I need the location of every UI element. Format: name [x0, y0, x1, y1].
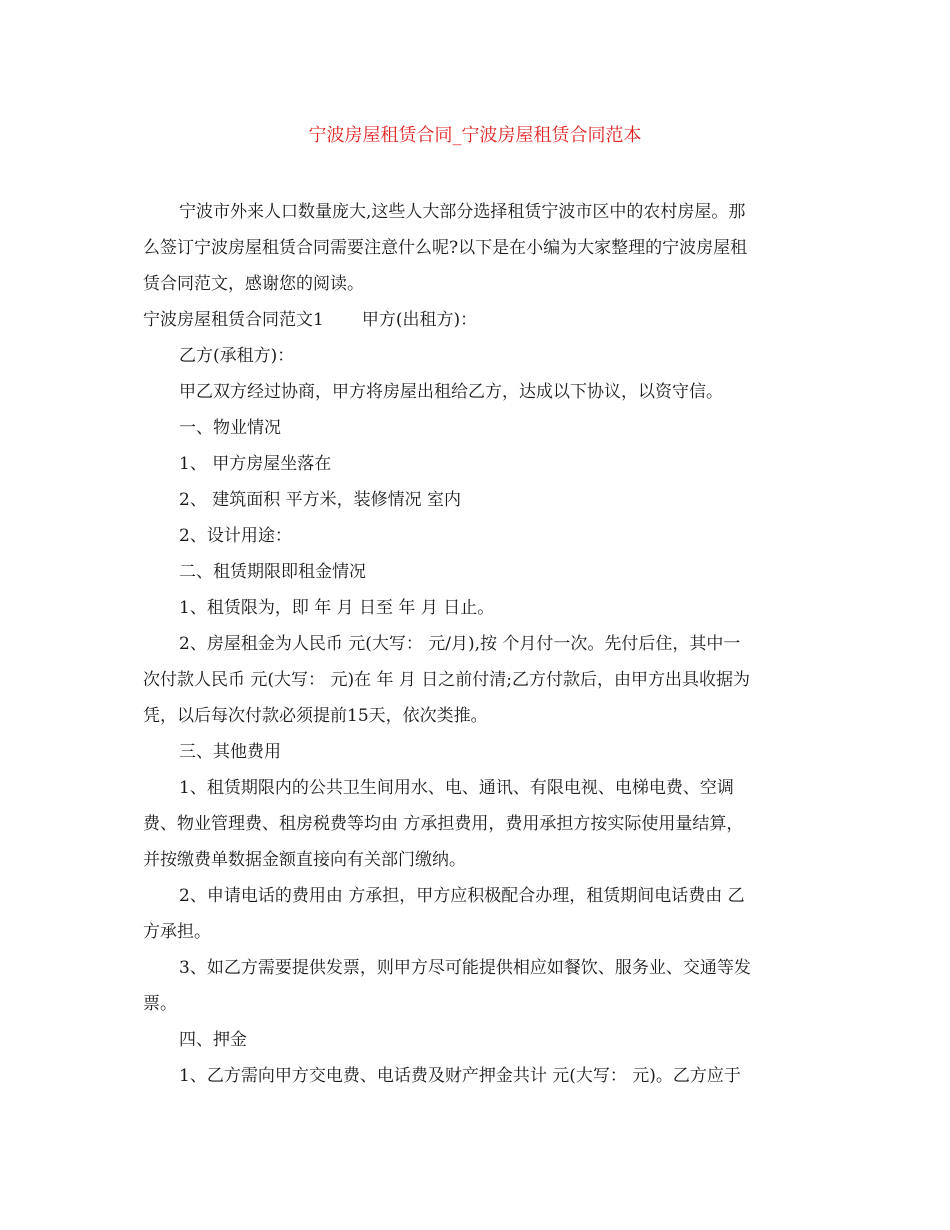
paragraph-line: 1、乙方需向甲方交电费、电话费及财产押金共计 元(大写： 元)。乙方应于	[179, 1066, 741, 1086]
party-a-label: 甲方(出租方)：	[361, 310, 478, 330]
paragraph-line: 1、租赁限为，即 年 月 日至 年 月 日止。	[179, 598, 495, 618]
paragraph-line: 费、物业管理费、租房税费等均由 方承担费用，费用承担方按实际使用量结算，	[143, 814, 744, 834]
paragraph-line: 并按缴费单数据金额直接向有关部门缴纳。	[143, 850, 466, 870]
paragraph-line: 乙方(承租方)：	[179, 346, 295, 366]
paragraph-line: 1、租赁期限内的公共卫生间用水、电、通讯、有限电视、电梯电费、空调	[179, 778, 734, 798]
contract-heading: 宁波房屋租赁合同范文1	[143, 310, 324, 330]
section-heading: 二、租赁期限即租金情况	[179, 562, 366, 582]
paragraph-line: 凭，以后每次付款必须提前15天，依次类推。	[143, 706, 488, 726]
paragraph-line: 么签订宁波房屋租赁合同需要注意什么呢?以下是在小编为大家整理的宁波房屋租	[143, 238, 748, 258]
paragraph-line: 方承担。	[143, 922, 211, 942]
section-heading: 三、其他费用	[179, 742, 281, 762]
paragraph-line: 3、如乙方需要提供发票，则甲方尽可能提供相应如餐饮、服务业、交通等发	[179, 958, 751, 978]
paragraph-line: 1、 甲方房屋坐落在	[179, 454, 332, 474]
paragraph-line: 赁合同范文，感谢您的阅读。	[143, 274, 364, 294]
contract-heading-line	[143, 302, 809, 338]
paragraph-line: 宁波市外来人口数量庞大,这些人大部分选择租赁宁波市区中的农村房屋。那	[179, 202, 746, 222]
document-title: 宁波房屋租赁合同_宁波房屋租赁合同范本	[308, 125, 642, 146]
section-heading: 一、物业情况	[179, 418, 281, 438]
paragraph-line: 票。	[143, 994, 177, 1014]
section-heading: 四、押金	[179, 1030, 247, 1050]
paragraph-line: 2、设计用途：	[179, 526, 292, 546]
paragraph-line: 2、房屋租金为人民币 元(大写： 元/月),按 个月付一次。先付后住，其中一	[179, 634, 741, 654]
paragraph-line: 次付款人民币 元(大写： 元)在 年 月 日之前付清;乙方付款后，由甲方出具收据为	[143, 670, 751, 690]
paragraph-line: 2、申请电话的费用由 方承担，甲方应积极配合办理，租赁期间电话费由 乙	[179, 886, 745, 906]
paragraph-line: 甲乙双方经过协商，甲方将房屋出租给乙方，达成以下协议，以资守信。	[179, 382, 723, 402]
document-body	[143, 194, 809, 1094]
paragraph-line: 2、 建筑面积 平方米，装修情况 室内	[179, 490, 462, 510]
